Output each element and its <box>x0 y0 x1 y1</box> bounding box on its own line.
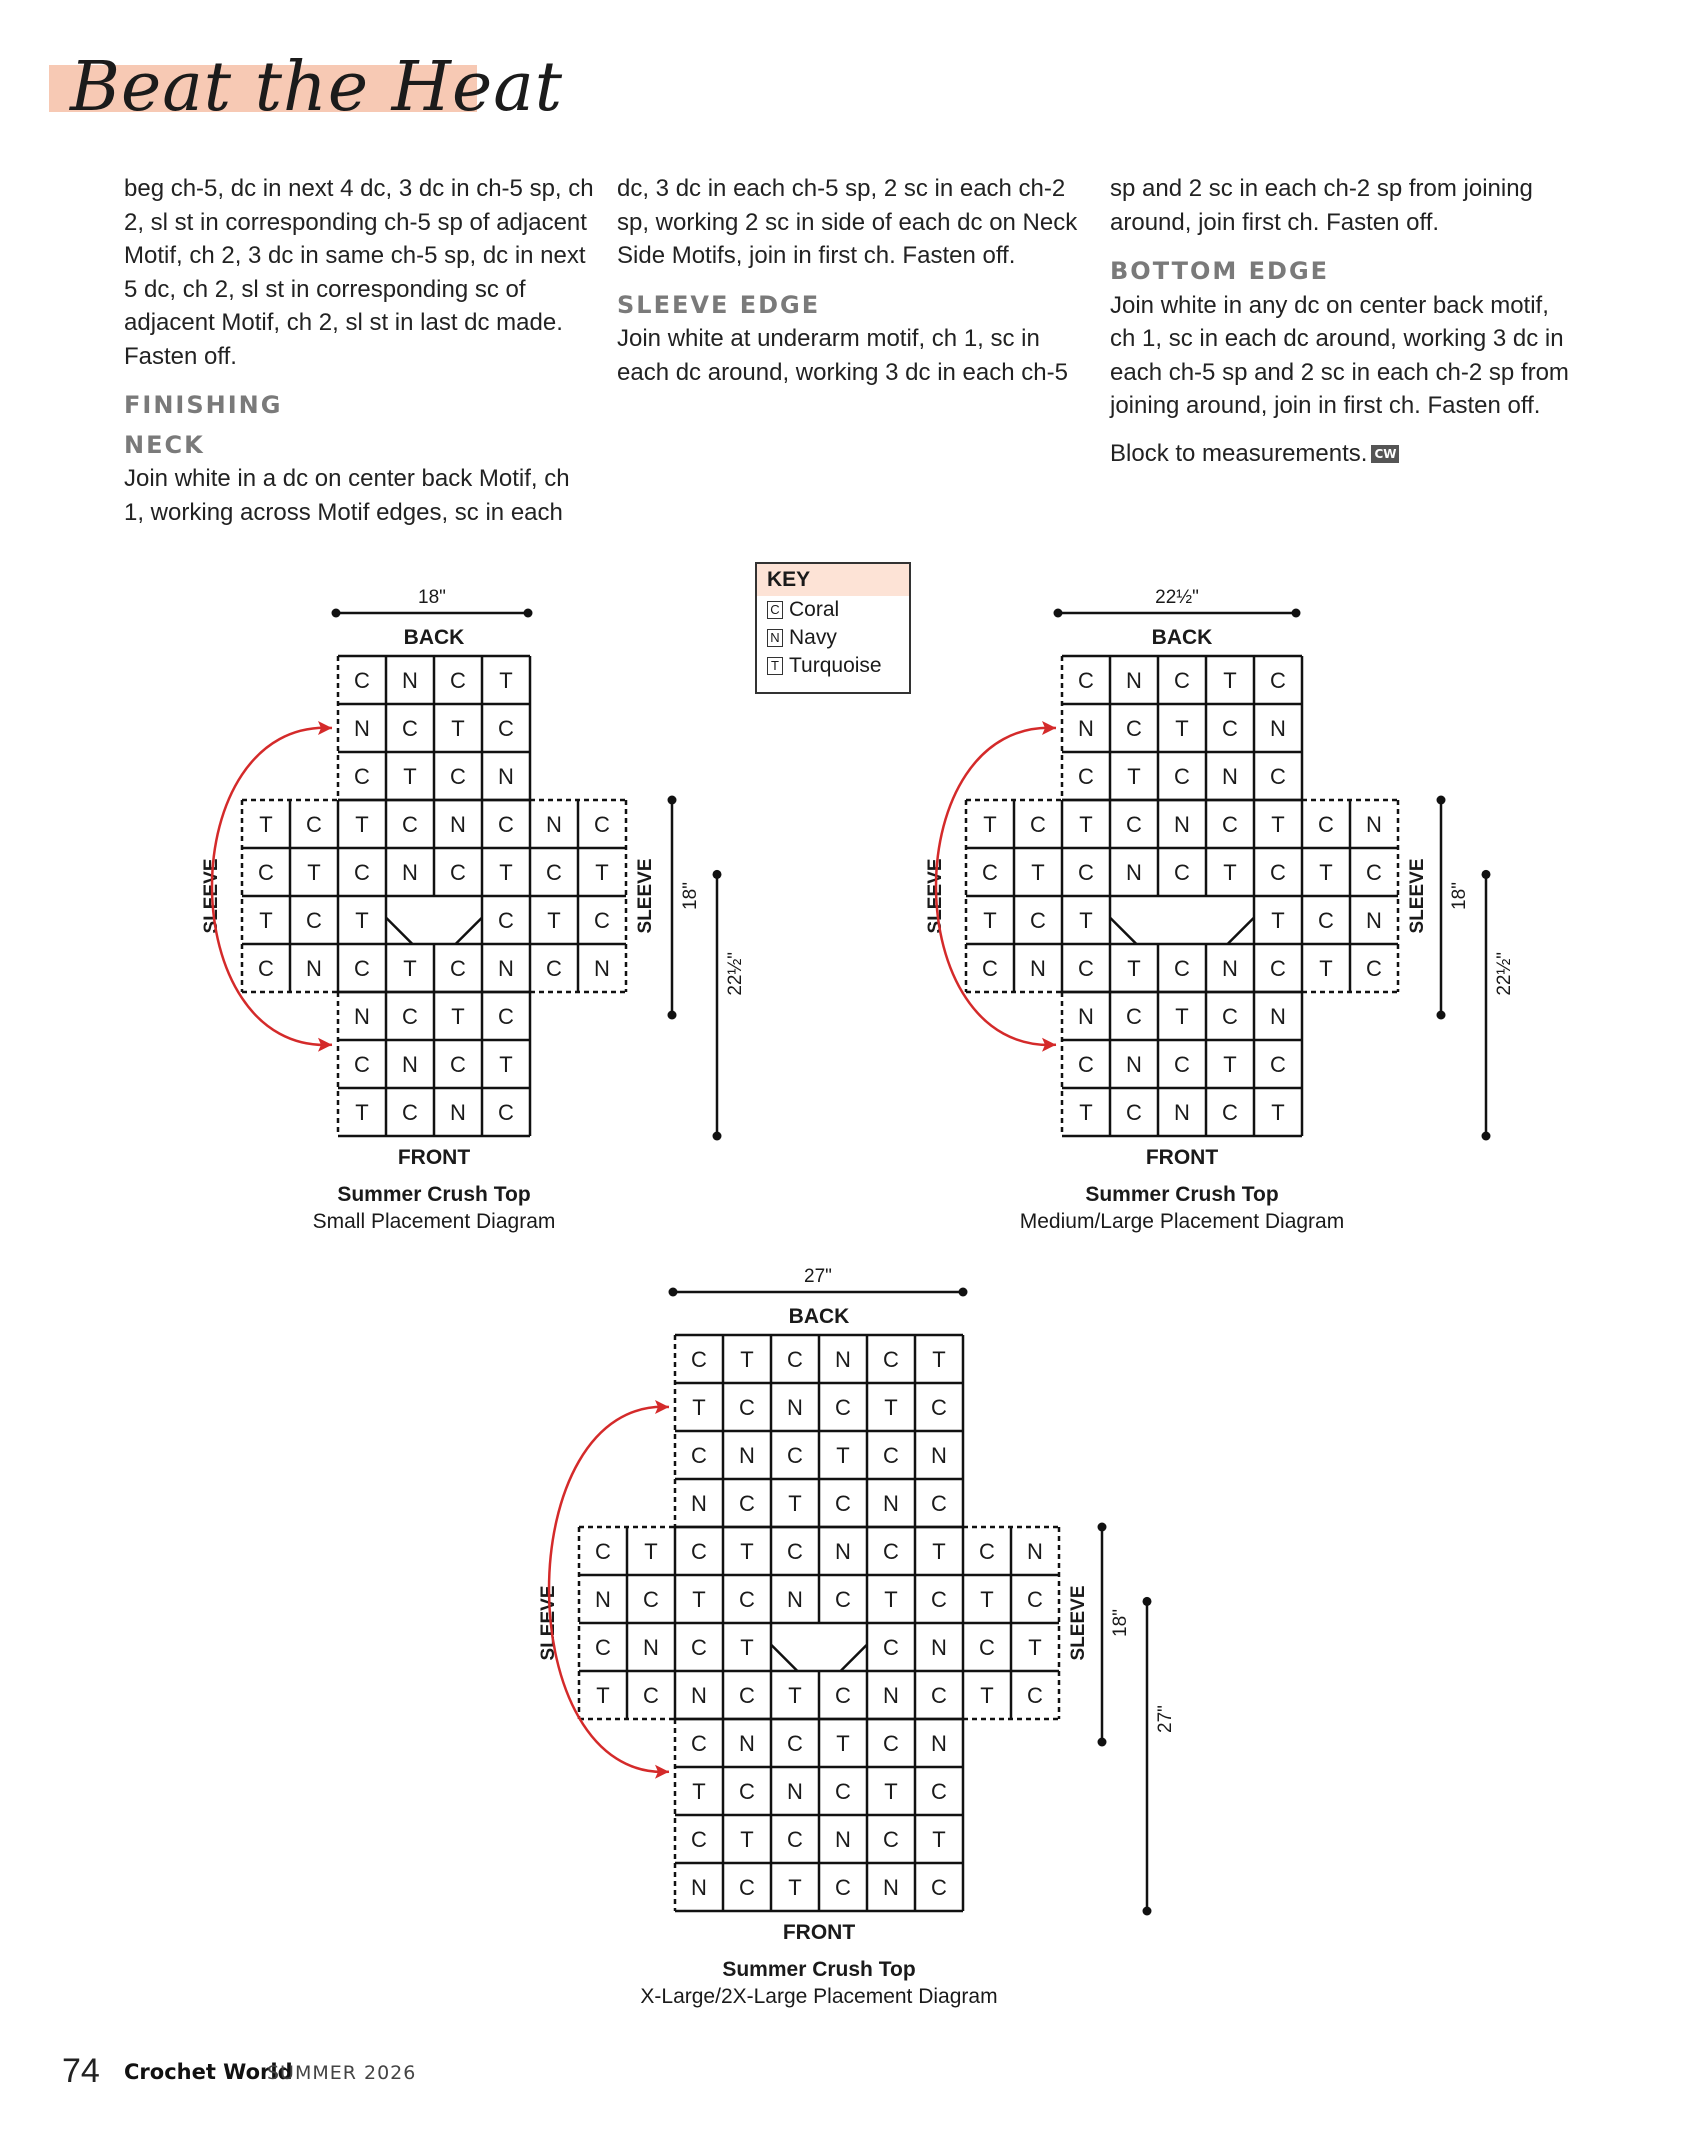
instruction-paragraph: Join white at underarm motif, ch 1, sc in each dc around, working 3 dc in each ch-5 <box>617 325 1068 386</box>
motif-cell: C <box>931 1875 947 1900</box>
motif-cell: C <box>1174 1052 1190 1077</box>
motif-cell: C <box>691 1539 707 1564</box>
motif-cell: T <box>259 812 273 837</box>
motif-cell: C <box>1174 956 1190 981</box>
diagram-caption-subtitle: X-Large/2X-Large Placement Diagram <box>640 1985 998 2008</box>
motif-cell: C <box>739 1875 755 1900</box>
motif-cell: C <box>595 1635 611 1660</box>
motif-cell: N <box>450 812 466 837</box>
motif-cell: C <box>835 1779 851 1804</box>
motif-cell: N <box>354 716 370 741</box>
motif-cell: T <box>1127 764 1141 789</box>
instruction-paragraph: Join white in any dc on center back motif, ch 1, sc in each dc around, working 3 dc in each ch-5 sp and 2 sc in each ch-2 sp from joining around, join in first ch. Fasten off. <box>1110 291 1569 419</box>
motif-cell: C <box>1027 1587 1043 1612</box>
motif-cell: N <box>546 812 562 837</box>
motif-cell: C <box>1078 764 1094 789</box>
motif-cell: T <box>788 1875 802 1900</box>
motif-cell: C <box>1126 1100 1142 1125</box>
dimension-end-dot <box>332 609 341 618</box>
sleeve-label-left: SLEEVE <box>538 1585 559 1661</box>
motif-cell: C <box>739 1779 755 1804</box>
motif-cell: T <box>499 860 513 885</box>
motif-cell: T <box>1175 1004 1189 1029</box>
motif-cell: T <box>595 860 609 885</box>
motif-cell: C <box>354 1052 370 1077</box>
motif-cell: C <box>498 908 514 933</box>
dimension-end-dot <box>1098 1523 1107 1532</box>
motif-cell: N <box>1366 908 1382 933</box>
motif-cell: C <box>1030 812 1046 837</box>
sleeve-seam-arrow <box>936 728 1056 1045</box>
motif-cell: N <box>402 668 418 693</box>
motif-cell: C <box>787 1347 803 1372</box>
motif-cell: C <box>835 1491 851 1516</box>
width-dimension-label: 27" <box>804 1266 832 1287</box>
motif-cell: T <box>740 1539 754 1564</box>
motif-cell: C <box>643 1587 659 1612</box>
diagram-caption-subtitle: Medium/Large Placement Diagram <box>1019 1210 1345 1233</box>
motif-cell: C <box>979 1635 995 1660</box>
motif-cell: C <box>450 1052 466 1077</box>
motif-cell: N <box>931 1443 947 1468</box>
motif-cell: C <box>739 1587 755 1612</box>
motif-cell: C <box>835 1395 851 1420</box>
motif-cell: N <box>1222 764 1238 789</box>
diagram-caption-title: Summer Crush Top <box>722 1958 916 1981</box>
motif-cell: C <box>1174 860 1190 885</box>
motif-cell: C <box>306 812 322 837</box>
motif-cell: C <box>1222 1004 1238 1029</box>
dimension-end-dot <box>959 1288 968 1297</box>
motif-cell: N <box>691 1875 707 1900</box>
motif-cell: C <box>354 764 370 789</box>
motif-cell: C <box>1126 716 1142 741</box>
motif-cell: T <box>788 1683 802 1708</box>
section-heading-finishing: FINISHING <box>124 391 283 419</box>
motif-cell: T <box>836 1443 850 1468</box>
motif-cell: T <box>980 1587 994 1612</box>
dimension-end-dot <box>1098 1738 1107 1747</box>
motif-cell: T <box>355 908 369 933</box>
motif-cell: T <box>596 1683 610 1708</box>
motif-cell: T <box>884 1779 898 1804</box>
dimension-end-dot <box>1437 796 1446 805</box>
motif-cell: T <box>644 1539 658 1564</box>
motif-cell: C <box>1078 860 1094 885</box>
motif-cell: C <box>498 812 514 837</box>
motif-cell: C <box>643 1683 659 1708</box>
motif-cell: T <box>355 1100 369 1125</box>
dimension-end-dot <box>668 1011 677 1020</box>
motif-cell: C <box>1078 1052 1094 1077</box>
motif-cell: N <box>594 956 610 981</box>
motif-cell: N <box>306 956 322 981</box>
motif-cell: C <box>883 1347 899 1372</box>
key-letter: C <box>767 601 783 619</box>
cw-end-mark-icon: CW <box>1371 445 1399 463</box>
motif-cell: T <box>983 812 997 837</box>
width-dimension-label: 18" <box>418 587 446 608</box>
motif-cell: T <box>307 860 321 885</box>
placement-diagram-small <box>201 587 746 1233</box>
motif-cell: T <box>1223 860 1237 885</box>
motif-cell: N <box>739 1443 755 1468</box>
height-dimension-label: 18" <box>1449 882 1470 910</box>
page-number: 74 <box>62 2052 100 2090</box>
motif-cell: T <box>788 1491 802 1516</box>
placement-diagram-medium <box>925 587 1515 1233</box>
motif-cell: T <box>1079 1100 1093 1125</box>
sleeve-label-left: SLEEVE <box>201 858 222 934</box>
motif-cell: C <box>450 668 466 693</box>
motif-cell: T <box>1079 908 1093 933</box>
motif-cell: C <box>691 1731 707 1756</box>
motif-cell: C <box>787 1827 803 1852</box>
motif-cell: T <box>1127 956 1141 981</box>
diagram-caption-title: Summer Crush Top <box>337 1183 531 1206</box>
motif-cell: C <box>1318 812 1334 837</box>
motif-cell: N <box>787 1587 803 1612</box>
motif-cell: C <box>402 1004 418 1029</box>
motif-cell: C <box>931 1491 947 1516</box>
motif-cell: T <box>355 812 369 837</box>
motif-cell: T <box>884 1395 898 1420</box>
key-title: KEY <box>757 564 909 596</box>
key-label: Coral <box>789 598 840 621</box>
front-label: FRONT <box>397 1146 471 1169</box>
motif-cell: N <box>354 1004 370 1029</box>
motif-cell: N <box>787 1395 803 1420</box>
instruction-paragraph: dc, 3 dc in each ch-5 sp, 2 sc in each ch-2 sp, working 2 sc in side of each dc on Neck Side Motifs, join in first ch. Fasten off. <box>617 175 1078 269</box>
motif-cell: T <box>403 764 417 789</box>
motif-cell: C <box>982 956 998 981</box>
motif-cell: C <box>450 860 466 885</box>
motif-cell: C <box>835 1683 851 1708</box>
motif-cell: C <box>498 716 514 741</box>
motif-cell: N <box>1078 716 1094 741</box>
motif-cell: T <box>740 1635 754 1660</box>
motif-cell: N <box>931 1731 947 1756</box>
dimension-end-dot <box>1437 1011 1446 1020</box>
motif-cell: C <box>1318 908 1334 933</box>
section-heading-neck: NECK <box>124 430 205 459</box>
key-label: Navy <box>789 626 837 649</box>
dimension-end-dot <box>1054 609 1063 618</box>
motif-cell: C <box>546 860 562 885</box>
motif-cell: N <box>835 1827 851 1852</box>
motif-cell: T <box>259 908 273 933</box>
motif-cell: T <box>1319 956 1333 981</box>
motif-cell: N <box>835 1347 851 1372</box>
sleeve-label-right: SLEEVE <box>1068 1585 1089 1661</box>
motif-cell: C <box>787 1539 803 1564</box>
sleeve-seam-arrow <box>212 728 332 1045</box>
motif-cell: T <box>451 1004 465 1029</box>
motif-cell: C <box>835 1587 851 1612</box>
sleeve-label-right: SLEEVE <box>1407 858 1428 934</box>
motif-cell: T <box>1271 908 1285 933</box>
back-label: BACK <box>788 1305 850 1328</box>
motif-cell: N <box>1366 812 1382 837</box>
motif-cell: C <box>883 1731 899 1756</box>
motif-cell: C <box>498 1004 514 1029</box>
motif-cell: N <box>1030 956 1046 981</box>
motif-cell: N <box>643 1635 659 1660</box>
motif-cell: C <box>1174 668 1190 693</box>
motif-cell: N <box>1174 1100 1190 1125</box>
motif-cell: N <box>1126 668 1142 693</box>
motif-cell: N <box>402 1052 418 1077</box>
front-label: FRONT <box>1145 1146 1219 1169</box>
motif-cell: C <box>1222 812 1238 837</box>
motif-cell: N <box>1078 1004 1094 1029</box>
motif-cell: C <box>450 764 466 789</box>
motif-cell: C <box>498 1100 514 1125</box>
length-dimension-label: 22½" <box>1494 951 1515 996</box>
motif-cell: C <box>787 1731 803 1756</box>
motif-cell: C <box>1366 860 1382 885</box>
back-label: BACK <box>1151 626 1213 649</box>
motif-cell: C <box>450 956 466 981</box>
motif-cell: T <box>1271 1100 1285 1125</box>
section-heading-sleeve-edge: SLEEVE EDGE <box>617 290 821 319</box>
dimension-end-dot <box>1143 1597 1152 1606</box>
motif-cell: T <box>1175 716 1189 741</box>
motif-cell: N <box>739 1731 755 1756</box>
dimension-end-dot <box>713 1132 722 1141</box>
dimension-end-dot <box>713 870 722 879</box>
motif-cell: C <box>979 1539 995 1564</box>
motif-cell: C <box>691 1347 707 1372</box>
motif-cell: T <box>1079 812 1093 837</box>
motif-cell: N <box>883 1683 899 1708</box>
motif-cell: C <box>402 1100 418 1125</box>
motif-cell: N <box>883 1491 899 1516</box>
diagram-caption-subtitle: Small Placement Diagram <box>312 1210 556 1233</box>
motif-cell: C <box>883 1635 899 1660</box>
motif-cell: T <box>692 1395 706 1420</box>
front-label: FRONT <box>782 1921 856 1944</box>
motif-cell: T <box>1223 1052 1237 1077</box>
motif-cell: C <box>354 860 370 885</box>
motif-cell: N <box>498 956 514 981</box>
motif-cell: C <box>1126 1004 1142 1029</box>
motif-cell: C <box>258 956 274 981</box>
dimension-end-dot <box>1292 609 1301 618</box>
motif-cell: C <box>1030 908 1046 933</box>
dimension-end-dot <box>1143 1907 1152 1916</box>
neck-opening <box>773 1625 865 1669</box>
motif-cell: C <box>1078 668 1094 693</box>
motif-cell: N <box>931 1635 947 1660</box>
motif-cell: C <box>931 1683 947 1708</box>
motif-cell: N <box>498 764 514 789</box>
motif-cell: C <box>258 860 274 885</box>
motif-cell: N <box>595 1587 611 1612</box>
sleeve-label-left: SLEEVE <box>925 858 946 934</box>
motif-cell: T <box>692 1587 706 1612</box>
motif-cell: C <box>739 1395 755 1420</box>
motif-cell: C <box>354 956 370 981</box>
motif-cell: C <box>594 812 610 837</box>
motif-cell: C <box>787 1443 803 1468</box>
motif-cell: T <box>836 1731 850 1756</box>
motif-cell: C <box>739 1491 755 1516</box>
motif-cell: C <box>595 1539 611 1564</box>
neck-opening <box>388 898 480 942</box>
length-dimension-label: 22½" <box>725 951 746 996</box>
motif-cell: C <box>691 1443 707 1468</box>
motif-cell: C <box>691 1827 707 1852</box>
motif-cell: C <box>883 1539 899 1564</box>
placement-diagram-xlarge <box>538 1266 1176 2008</box>
motif-cell: N <box>691 1491 707 1516</box>
motif-cell: C <box>1270 860 1286 885</box>
instruction-paragraph: sp and 2 sc in each ch-2 sp from joining around, join first ch. Fasten off. <box>1110 175 1533 236</box>
motif-cell: T <box>932 1539 946 1564</box>
diagram-caption-title: Summer Crush Top <box>1085 1183 1279 1206</box>
magazine-name: Crochet World <box>124 2060 293 2084</box>
motif-cell: C <box>931 1395 947 1420</box>
motif-cell: N <box>1027 1539 1043 1564</box>
back-label: BACK <box>403 626 465 649</box>
motif-cell: T <box>692 1779 706 1804</box>
motif-cell: C <box>1366 956 1382 981</box>
motif-cell: C <box>306 908 322 933</box>
motif-cell: C <box>1270 668 1286 693</box>
motif-cell: C <box>982 860 998 885</box>
motif-cell: T <box>932 1347 946 1372</box>
motif-cell: T <box>980 1683 994 1708</box>
motif-cell: N <box>1126 860 1142 885</box>
motif-cell: C <box>1270 956 1286 981</box>
block-instruction: Block to measurements. <box>1110 439 1368 467</box>
motif-cell: C <box>1174 764 1190 789</box>
motif-cell: N <box>1270 1004 1286 1029</box>
motif-cell: N <box>691 1683 707 1708</box>
motif-cell: C <box>931 1587 947 1612</box>
motif-cell: N <box>787 1779 803 1804</box>
motif-cell: C <box>1222 716 1238 741</box>
motif-cell: N <box>1126 1052 1142 1077</box>
motif-cell: T <box>403 956 417 981</box>
motif-cell: T <box>1223 668 1237 693</box>
section-heading-bottom-edge: BOTTOM EDGE <box>1110 257 1330 285</box>
dimension-end-dot <box>668 796 677 805</box>
dimension-end-dot <box>1482 1132 1491 1141</box>
sleeve-label-right: SLEEVE <box>635 858 656 934</box>
dimension-end-dot <box>1482 870 1491 879</box>
motif-cell: T <box>740 1827 754 1852</box>
height-dimension-label: 18" <box>1110 1609 1131 1637</box>
motif-cell: C <box>354 668 370 693</box>
motif-cell: T <box>1271 812 1285 837</box>
instruction-paragraph: beg ch-5, dc in next 4 dc, 3 dc in ch-5 sp, ch 2, sl st in corresponding ch-5 sp of adjacent Motif, ch 2, 3 dc in same ch-5 sp, dc in next 5 dc, ch 2, sl st in corresponding sc of adjacent Motif, ch 2, sl st in last dc made. Fasten off. <box>124 175 594 370</box>
motif-cell: N <box>1270 716 1286 741</box>
key-letter: T <box>767 657 783 675</box>
motif-cell: T <box>884 1587 898 1612</box>
instruction-paragraph: Join white in a dc on center back Motif, ch 1, working across Motif edges, sc in each <box>124 465 570 526</box>
motif-cell: T <box>983 908 997 933</box>
issue-label: SUMMER 2026 <box>267 2062 417 2084</box>
motif-cell: T <box>1319 860 1333 885</box>
motif-cell: N <box>450 1100 466 1125</box>
motif-cell: T <box>451 716 465 741</box>
motif-cell: C <box>1126 812 1142 837</box>
motif-cell: C <box>835 1875 851 1900</box>
dimension-end-dot <box>669 1288 678 1297</box>
motif-cell: C <box>402 716 418 741</box>
motif-cell: N <box>835 1539 851 1564</box>
motif-cell: T <box>740 1347 754 1372</box>
motif-cell: T <box>499 668 513 693</box>
dimension-end-dot <box>524 609 533 618</box>
motif-cell: C <box>402 812 418 837</box>
motif-cell: C <box>883 1443 899 1468</box>
motif-cell: T <box>1031 860 1045 885</box>
motif-cell: C <box>1270 1052 1286 1077</box>
motif-cell: C <box>1222 1100 1238 1125</box>
motif-cell: C <box>546 956 562 981</box>
motif-cell: T <box>499 1052 513 1077</box>
motif-cell: C <box>1078 956 1094 981</box>
motif-cell: C <box>594 908 610 933</box>
motif-cell: N <box>402 860 418 885</box>
key-label: Turquoise <box>789 654 882 677</box>
motif-cell: C <box>1270 764 1286 789</box>
motif-cell: N <box>1222 956 1238 981</box>
motif-cell: C <box>739 1683 755 1708</box>
height-dimension-label: 18" <box>680 882 701 910</box>
page-title: Beat the Heat <box>70 48 564 127</box>
motif-cell: C <box>691 1635 707 1660</box>
motif-cell: N <box>1174 812 1190 837</box>
width-dimension-label: 22½" <box>1155 587 1199 608</box>
neck-opening <box>1112 898 1252 942</box>
motif-cell: T <box>1028 1635 1042 1660</box>
motif-cell: C <box>883 1827 899 1852</box>
motif-cell: C <box>1027 1683 1043 1708</box>
key-letter: N <box>767 629 783 647</box>
motif-cell: T <box>932 1827 946 1852</box>
motif-cell: N <box>883 1875 899 1900</box>
motif-cell: C <box>931 1779 947 1804</box>
length-dimension-label: 27" <box>1155 1705 1176 1733</box>
motif-cell: T <box>547 908 561 933</box>
